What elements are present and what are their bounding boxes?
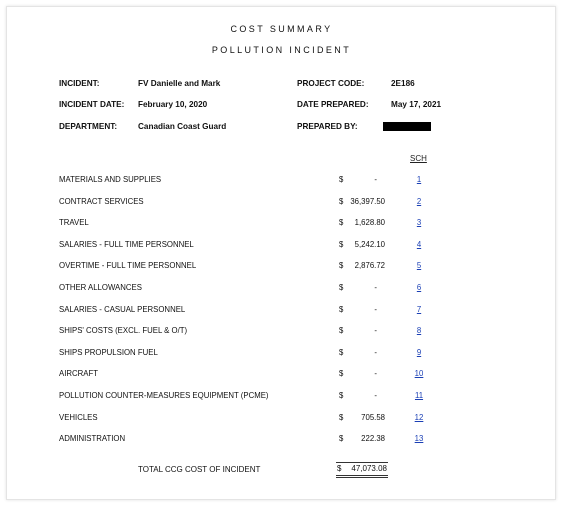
department-label: DEPARTMENT: (59, 122, 118, 131)
dollar-sign: $ (339, 218, 344, 228)
schedule-link[interactable]: 6 (416, 283, 422, 292)
total-dollar-sign: $ (337, 464, 342, 473)
cost-row (0, 175, 563, 187)
cost-row (0, 434, 563, 446)
project-code-value: 2E186 (391, 79, 415, 88)
dollar-sign: $ (339, 196, 344, 206)
cost-row (0, 305, 563, 317)
dollar-sign: $ (339, 326, 344, 336)
schedule-link[interactable]: 1 (416, 175, 422, 184)
project-code-label: PROJECT CODE: (297, 79, 365, 88)
redaction-block (383, 122, 431, 131)
cost-amount: - (374, 283, 377, 292)
cost-row (0, 197, 563, 209)
date-prepared-value: May 17, 2021 (391, 100, 442, 109)
cost-row (0, 218, 563, 230)
prepared-by-label: PREPARED BY: (297, 122, 358, 131)
schedule-link[interactable]: 10 (414, 369, 424, 379)
cost-category-label: SHIPS' COSTS (EXCL. FUEL & O/T) (59, 326, 188, 336)
dollar-sign: $ (339, 304, 344, 314)
cost-amount: 5,242.10 (354, 239, 385, 249)
cost-row (0, 391, 563, 403)
schedule-link[interactable]: 9 (416, 347, 422, 357)
schedule-column-header: SCH (410, 154, 427, 163)
cost-amount: 705.58 (361, 412, 385, 422)
cost-row (0, 283, 563, 295)
dollar-sign: $ (339, 391, 344, 400)
schedule-link[interactable]: 11 (414, 391, 424, 400)
cost-category-label: SHIPS PROPULSION FUEL (59, 347, 158, 357)
cost-row (0, 240, 563, 252)
cost-category-label: MATERIALS AND SUPPLIES (59, 175, 162, 184)
date-prepared-label: DATE PREPARED: (297, 100, 369, 109)
cost-row (0, 261, 563, 273)
department-value: Canadian Coast Guard (138, 122, 227, 131)
dollar-sign: $ (339, 261, 344, 271)
dollar-sign: $ (339, 347, 344, 357)
cost-category-label: SALARIES - CASUAL PERSONNEL (59, 304, 186, 314)
cost-category-label: VEHICLES (59, 412, 98, 422)
schedule-link[interactable]: 7 (416, 304, 422, 314)
incident-date-label: INCIDENT DATE: (59, 100, 125, 109)
incident-date-value: February 10, 2020 (138, 100, 208, 109)
cost-amount: 1,628.80 (354, 218, 385, 228)
dollar-sign: $ (339, 283, 344, 292)
cost-amount: - (374, 347, 377, 357)
incident-value: FV Danielle and Mark (138, 79, 221, 88)
cost-row (0, 348, 563, 360)
schedule-link[interactable]: 13 (414, 434, 424, 444)
dollar-sign: $ (339, 369, 344, 379)
document-title: COST SUMMARY (230, 24, 333, 34)
cost-row (0, 413, 563, 425)
total-amount: 47,073.08 (351, 464, 387, 473)
schedule-link[interactable]: 8 (416, 326, 422, 336)
dollar-sign: $ (339, 175, 344, 184)
dollar-sign: $ (339, 239, 344, 249)
cost-amount: - (374, 304, 377, 314)
cost-category-label: ADMINISTRATION (59, 434, 126, 444)
schedule-link[interactable]: 3 (416, 218, 422, 228)
cost-amount: - (374, 391, 377, 400)
schedule-link[interactable]: 12 (414, 412, 424, 422)
cost-amount: 2,876.72 (354, 261, 385, 271)
cost-row (0, 369, 563, 381)
cost-category-label: OVERTIME - FULL TIME PERSONNEL (59, 261, 197, 271)
cost-category-label: AIRCRAFT (59, 369, 98, 379)
cost-amount: 36,397.50 (350, 196, 385, 206)
total-label: TOTAL CCG COST OF INCIDENT (138, 465, 261, 474)
dollar-sign: $ (339, 412, 344, 422)
schedule-link[interactable]: 5 (416, 261, 422, 271)
cost-category-label: OTHER ALLOWANCES (59, 283, 142, 292)
document-subtitle: POLLUTION INCIDENT (211, 45, 352, 55)
incident-label: INCIDENT: (59, 79, 100, 88)
cost-category-label: SALARIES - FULL TIME PERSONNEL (59, 239, 194, 249)
cost-amount: - (374, 369, 377, 379)
cost-amount: 222.38 (361, 434, 385, 444)
dollar-sign: $ (339, 434, 344, 444)
total-amount-box (336, 462, 388, 478)
schedule-link[interactable]: 4 (416, 239, 422, 249)
cost-row (0, 326, 563, 338)
cost-amount: - (374, 326, 377, 336)
cost-category-label: CONTRACT SERVICES (59, 196, 144, 206)
cost-category-label: POLLUTION COUNTER-MEASURES EQUIPMENT (PCME) (59, 391, 269, 400)
cost-category-label: TRAVEL (59, 218, 89, 228)
cost-amount: - (374, 175, 377, 184)
schedule-link[interactable]: 2 (416, 196, 422, 206)
